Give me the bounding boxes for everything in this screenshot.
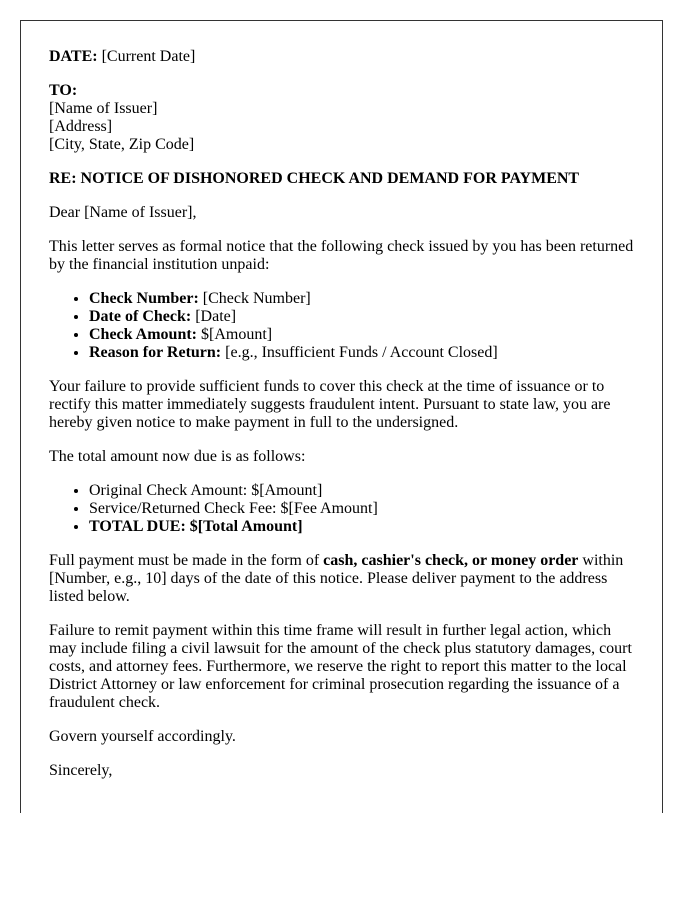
closing-line: Govern yourself accordingly. <box>49 728 236 745</box>
date-label: DATE: <box>49 48 98 65</box>
failure-paragraph: Your failure to provide sufficient funds to cover this check at the time of issuance or to rectify this matter immediately suggests fraudulent intent. Pursuant to state law, you are hereby given notice to make payment in full to the undersigned. <box>49 378 611 431</box>
subject-line: RE: NOTICE OF DISHONORED CHECK AND DEMAND FOR PAYMENT <box>49 170 580 187</box>
check-details-list <box>49 290 634 362</box>
date-value: [Current Date] <box>101 48 196 65</box>
list-item: • Service/Returned Check Fee: $[Fee Amount] <box>89 500 634 518</box>
amounts-list <box>49 482 634 536</box>
consequences-paragraph: Failure to remit payment within this time frame will result in further legal action, which may include filing a civil lawsuit for the amount of the check plus statutory damages, court costs, and attorney fees. Furthermore, we reserve the right to report this matter to the local District Attorney or law enforcement for criminal prosecution regarding the issuance of a fraudulent check. <box>49 622 632 711</box>
recipient-block <box>49 82 634 154</box>
total-due: TOTAL DUE: $[Total Amount] <box>89 518 303 535</box>
to-label: TO: <box>49 82 78 99</box>
list-item: • Date of Check: [Date] <box>89 308 634 326</box>
letter-document <box>20 20 663 813</box>
list-item: • Check Number: [Check Number] <box>89 290 634 308</box>
signoff: Sincerely, <box>49 762 113 779</box>
recipient-city: [City, State, Zip Code] <box>49 136 195 153</box>
recipient-name: [Name of Issuer] <box>49 100 158 117</box>
total-intro: The total amount now due is as follows: <box>49 448 306 465</box>
recipient-address: [Address] <box>49 118 113 135</box>
list-item: • Check Amount: $[Amount] <box>89 326 634 344</box>
payment-paragraph: Full payment must be made in the form of cash, cashier's check, or money order within [Number, e.g., 10] days of the date of this notice. Please deliver payment to the address listed below. <box>49 552 624 605</box>
list-item: • Original Check Amount: $[Amount] <box>89 482 634 500</box>
list-item <box>89 518 634 536</box>
date-line <box>49 48 634 66</box>
list-item: • Reason for Return: [e.g., Insufficient Funds / Account Closed] <box>89 344 634 362</box>
intro-paragraph: This letter serves as formal notice that the following check issued by you has been returned by the financial institution unpaid: <box>49 238 634 273</box>
salutation: Dear [Name of Issuer], <box>49 204 197 221</box>
